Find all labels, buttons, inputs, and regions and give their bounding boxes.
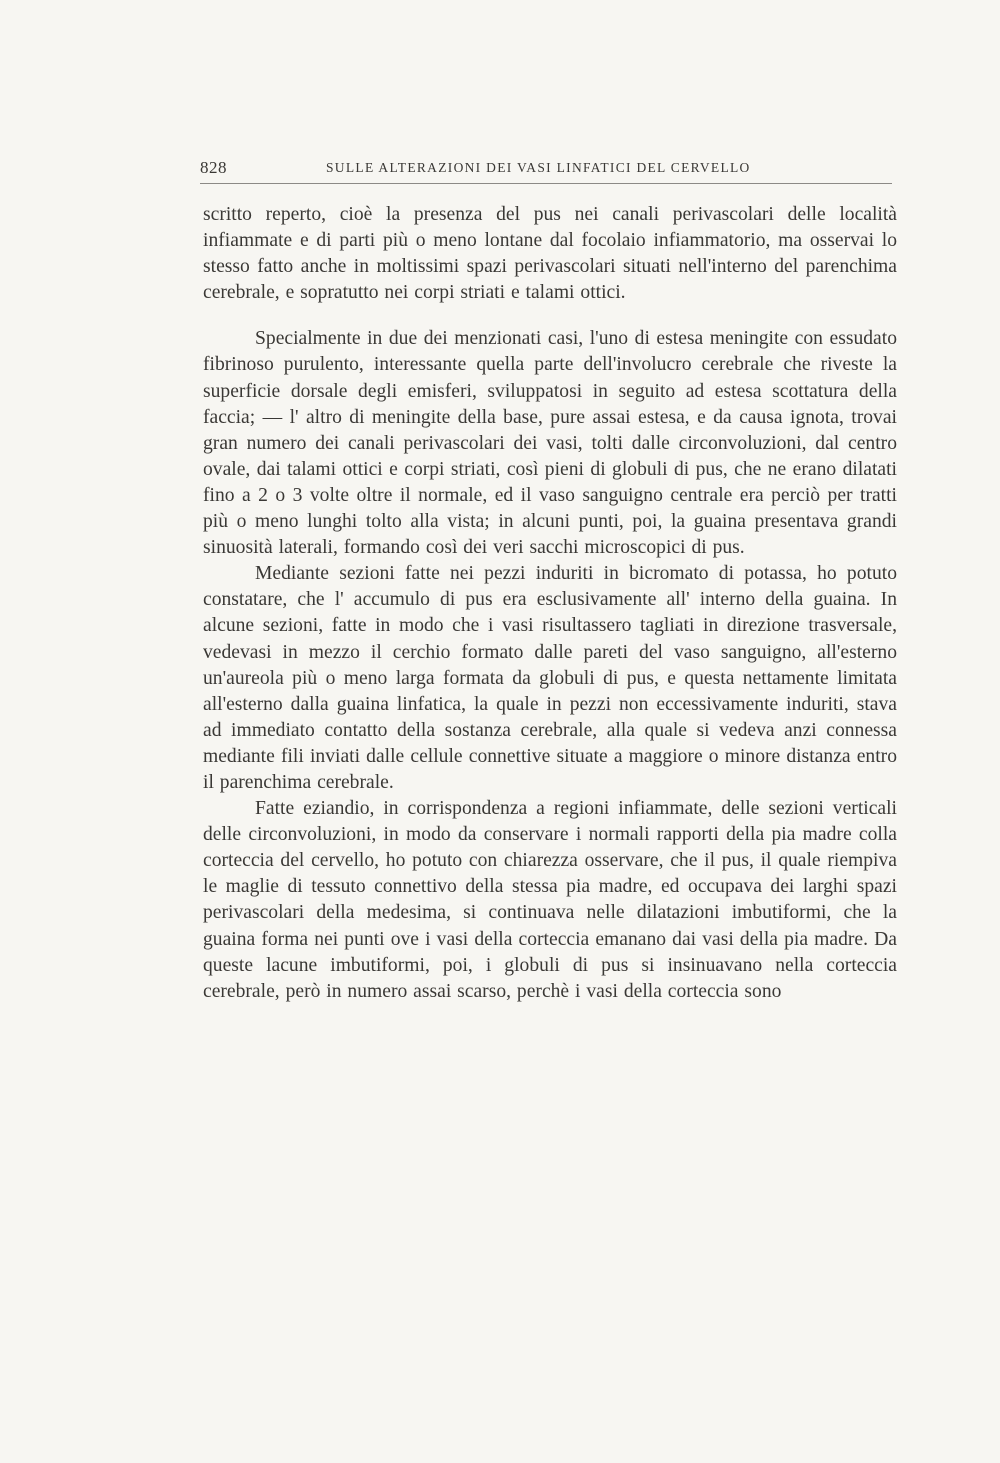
paragraph: Mediante sezioni fatte nei pezzi induriti in bicromato di potassa, ho potuto constatare, che l' accumulo di pus era esclusivamente all' interno della guaina. In alcune sezioni, fatte in modo che i vasi risultassero tagliati in direzione trasversale, vedevasi in mezzo il cerchio formato dalle pareti del vaso sanguigno, all'esterno un'aureola più o meno larga formata da globuli di pus, e questa nettamente limitata all'esterno dalla guaina linfatica, la quale in pezzi non eccessivamente induriti, stava ad immediato contatto della sostanza cerebrale, alla quale si vedeva anzi connessa mediante fili inviati dalle cellule connettive situate a maggiore o minore distanza entro il parenchima cerebrale. — [203, 563, 897, 793]
paragraph-continued: scritto reperto, cioè la presenza del pus nei canali perivascolari delle località infiammate e di parti più o meno lontane dal focolaio infiammatorio, ma osservai lo stesso fatto anche in moltissimi spazi perivascolari situati nell'interno del parenchima cerebrale, e sopratutto nei corpi striati e talami ottici. — [203, 204, 897, 304]
page-number: 828 — [200, 158, 227, 177]
paragraph: Fatte eziandio, in corrispondenza a regioni infiammate, delle sezioni verticali delle circonvoluzioni, in modo da conservare i normali rapporti della pia madre colla corteccia del cervello, ho potuto con chiarezza osservare, che il pus, il quale riempiva le maglie di tessuto connettivo della stessa pia madre, ed occupava dei larghi spazi perivascolari della medesima, si continuava nelle dilatazioni imbutiformi, che la guaina forma nei punti ove i vasi della corteccia emanano dai vasi della pia madre. Da queste lacune imbutiformi, poi, i globuli di pus si insinuavano nella corteccia cerebrale, però in numero assai scarso, perchè i vasi della corteccia sono — [203, 798, 897, 1002]
header-rule — [200, 183, 892, 184]
page-header — [200, 158, 890, 184]
body-text — [203, 202, 897, 1005]
running-title: SULLE ALTERAZIONI DEI VASI LINFATICI DEL CERVELLO — [326, 160, 751, 175]
paragraph: Specialmente in due dei menzionati casi, l'uno di estesa meningite con essudato fibrinoso purulento, interessante quella parte dell'involucro cerebrale che riveste la superficie dorsale degli emisferi, sviluppatosi in seguito ad estesa scottatura della faccia; — l' altro di meningite della base, pure assai estesa, e da causa ignota, trovai gran numero dei canali perivascolari dei vasi, tolti dalle circonvoluzioni, dal centro ovale, dai talami ottici e corpi striati, così pieni di globuli di pus, che ne erano dilatati fino a 2 o 3 volte oltre il normale, ed il vaso sanguigno centrale era perciò per tratti più o meno lunghi tolto alla vista; in alcuni punti, poi, la guaina presentava grandi sinuosità laterali, formando così dei veri sacchi microscopici di pus. — [203, 328, 897, 559]
